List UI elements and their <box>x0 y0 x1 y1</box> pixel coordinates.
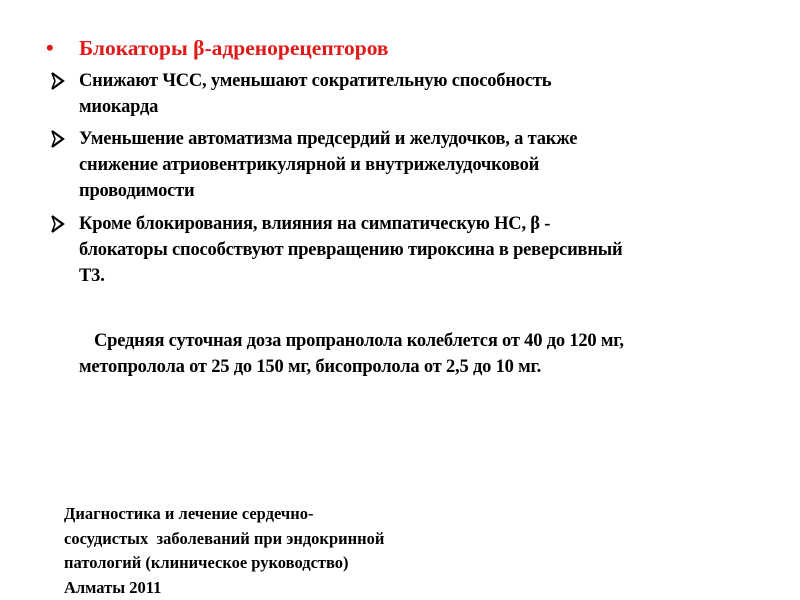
arrow-bullet-icon <box>51 130 65 148</box>
dose-note-line: метопролола от 25 до 150 мг, бисопролола от 2,5 до 10 мг. <box>79 357 542 377</box>
list-item-line: миокарда <box>79 97 159 117</box>
list-item-line: блокаторы способствуют превращению тироксина в реверсивный <box>79 240 623 260</box>
list-item-line: Т3. <box>79 266 105 286</box>
list-item-line: проводимости <box>79 181 195 201</box>
reference-line: Диагностика и лечение сердечно- <box>64 504 314 523</box>
reference-line: патологий (клиническое руководство) <box>64 553 349 572</box>
list-item-line: снижение атриовентрикулярной и внутрижелудочковой <box>79 155 540 175</box>
list-item-line: Снижают ЧСС, уменьшают сократительную способность <box>79 71 552 91</box>
title-bullet: • <box>46 35 54 60</box>
list-item-text <box>79 68 759 120</box>
list-item-text <box>79 126 759 204</box>
list-item-text <box>79 211 759 289</box>
dose-note <box>79 328 779 380</box>
slide-title: Блокаторы β-адренорецепторов <box>79 36 389 60</box>
reference-line: Алматы 2011 <box>64 577 162 597</box>
list-item-line: Уменьшение автоматизма предсердий и желудочков, а также <box>79 129 578 149</box>
dose-note-line: Средняя суточная доза пропранолола колеблется от 40 до 120 мг, <box>94 331 624 351</box>
list-item-line: Кроме блокирования, влияния на симпатическую НС, β - <box>79 214 551 234</box>
reference-line: сосудистых заболеваний при эндокринной <box>64 528 385 548</box>
source-reference <box>64 502 484 600</box>
arrow-bullet-icon <box>51 72 65 90</box>
arrow-bullet-icon <box>51 215 65 233</box>
